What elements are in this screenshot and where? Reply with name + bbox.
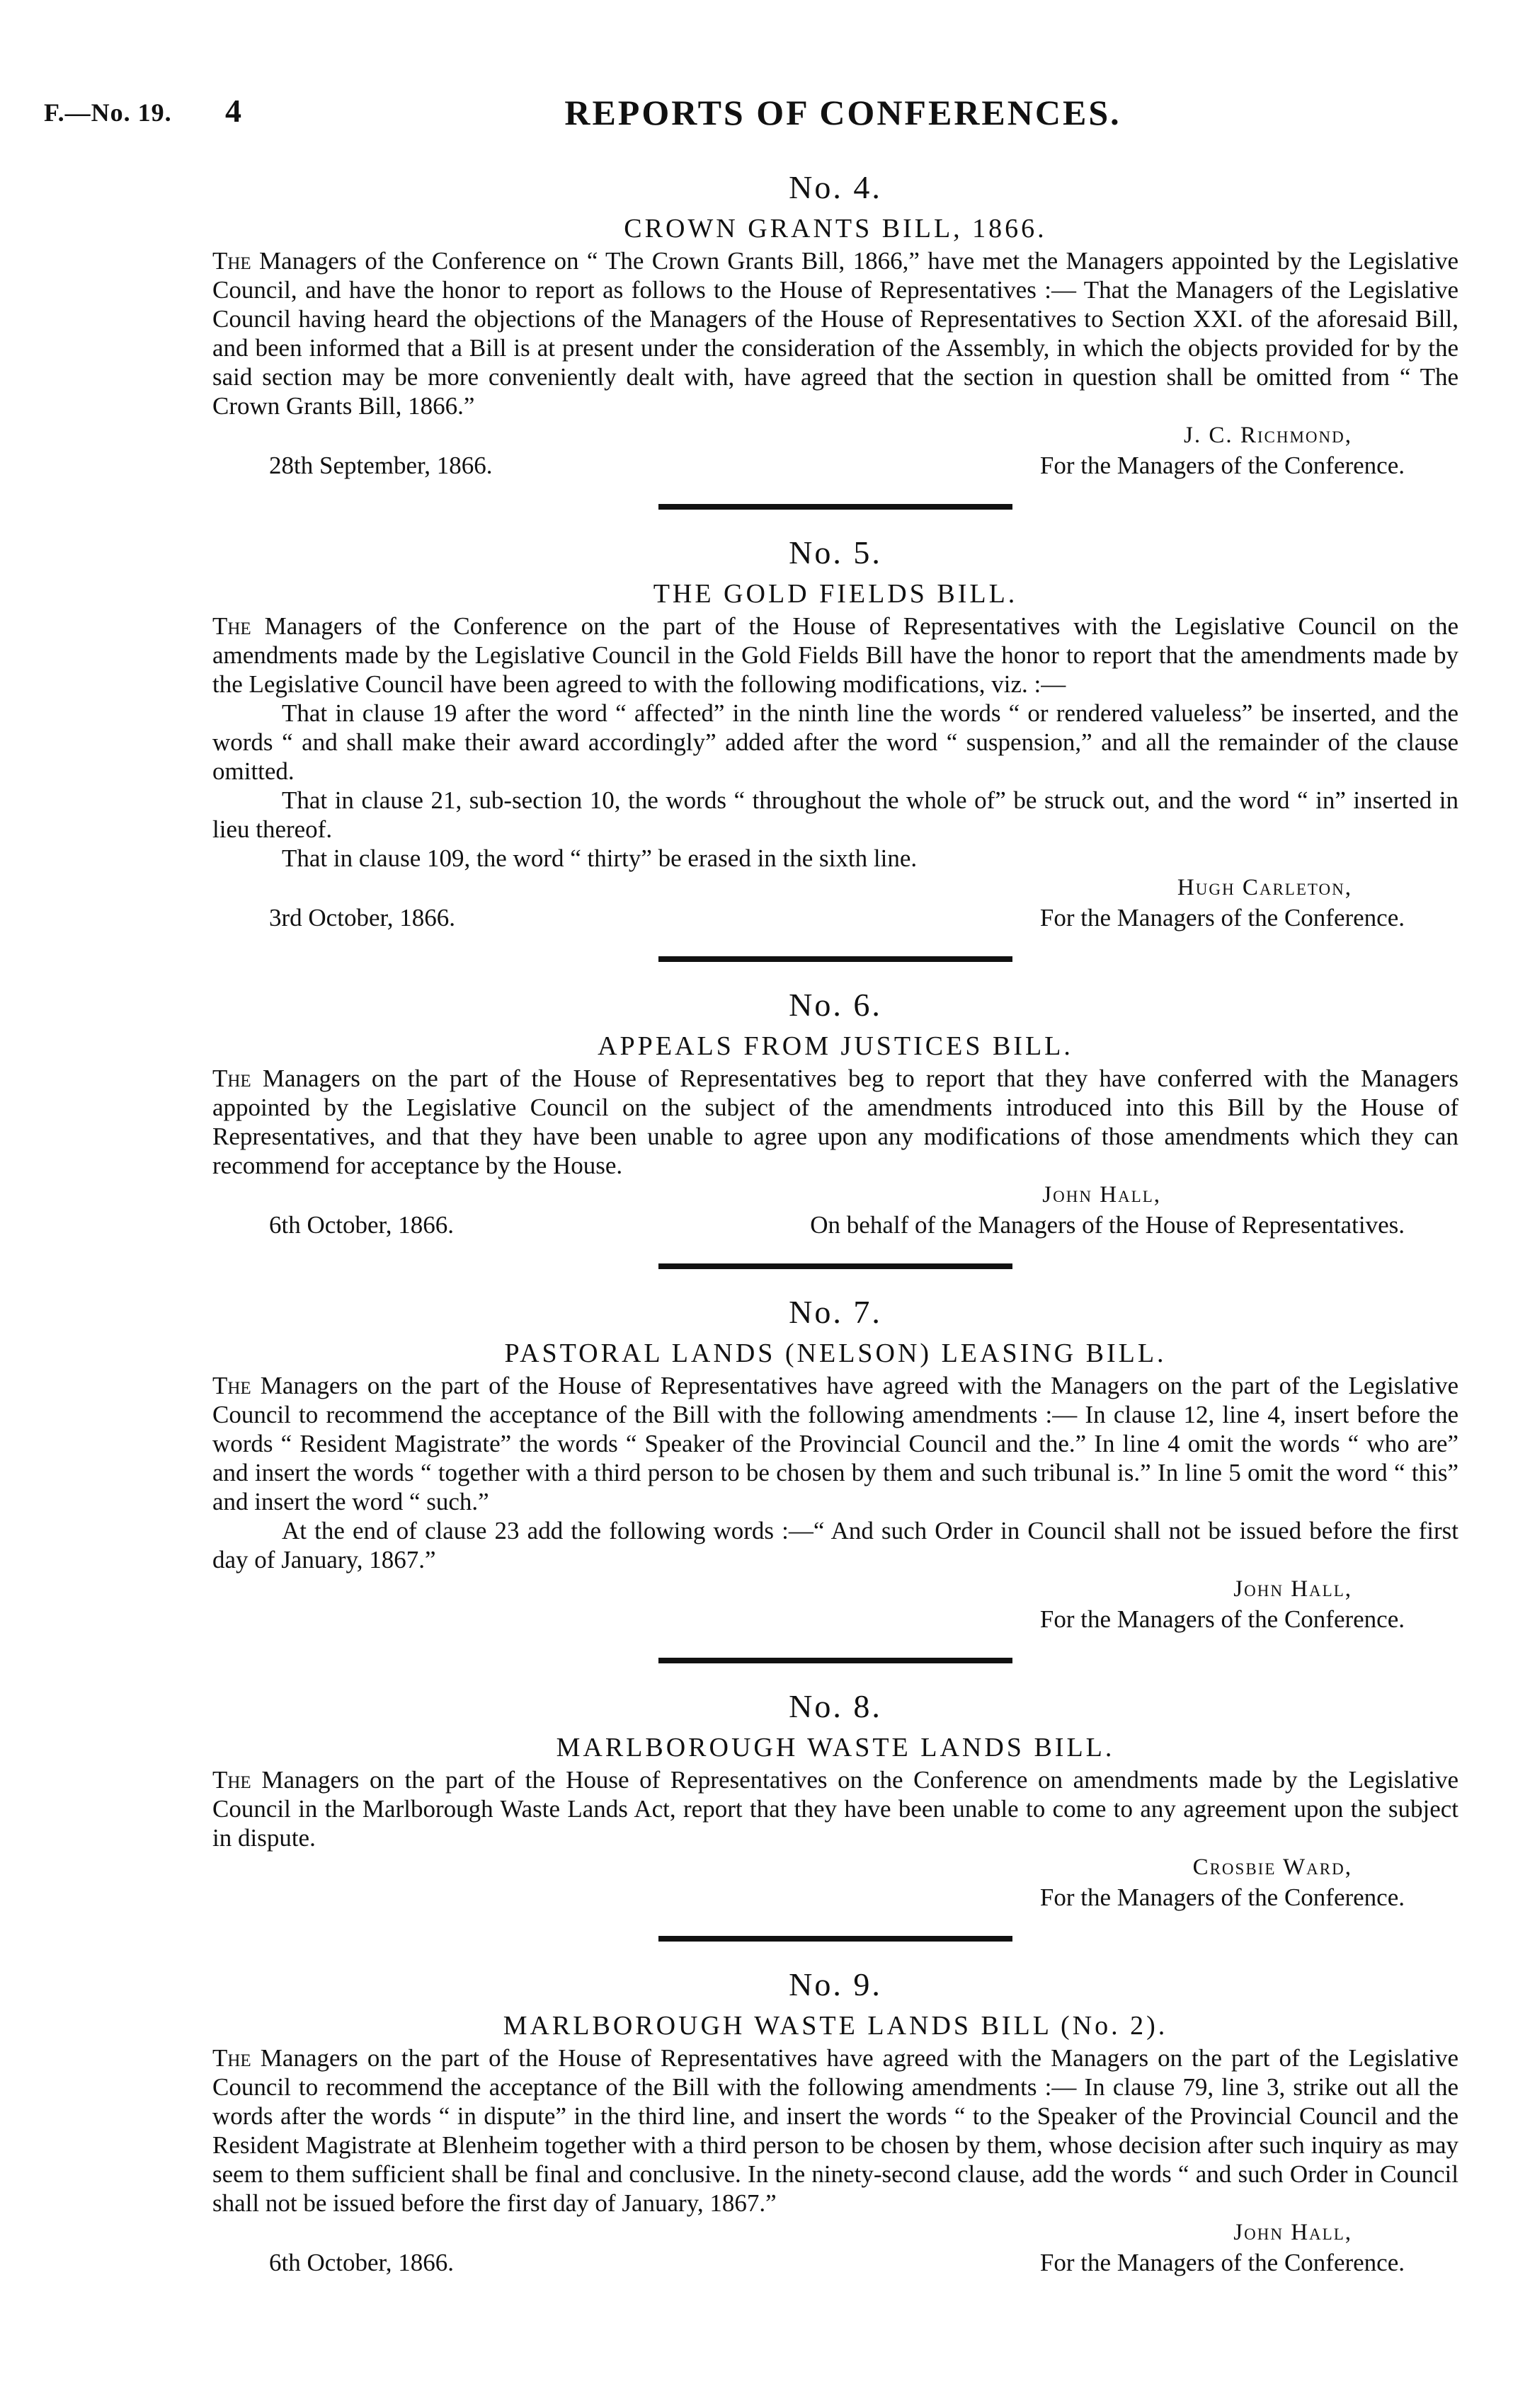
section-divider <box>658 956 1012 962</box>
lead-word: The <box>212 1065 251 1092</box>
document-body <box>212 156 1458 2280</box>
report-section-4 <box>212 164 1458 483</box>
report-paragraph <box>212 1064 1458 1180</box>
paragraph-text: Managers of the Conference on “ The Crown Grants Bill, 1866,” have met the Managers appointed by the Legislative Council, and have the honor to report as follows to the House of Representatives :— That the Managers of the Legislative Council having heard the objections of the Managers of the House of Representatives to Section XXI. of the aforesaid Bill, and been informed that a Bill is at present under the consideration of the Assembly, in which the objects provided for by the said section may be more conveniently dealt with, have agreed that the section in question shall be omitted from “ The Crown Grants Bill, 1866.” <box>212 247 1458 420</box>
lead-word: The <box>212 2044 251 2072</box>
section-number: No. 4. <box>789 169 882 205</box>
signatory-role: For the Managers of the Conference. <box>1039 452 1405 479</box>
report-paragraph: That in clause 19 after the word “ affected” in the ninth line the words “ or rendered valueless” be inserted, and the words “ and shall make their award accordingly” added after the word “ suspension,” and all the remainder of the clause omitted. <box>212 699 1458 785</box>
paragraph-text: Managers on the part of the House of Representatives have agreed with the Managers on the part of the Legislative Council to recommend the acceptance of the Bill with the following amendments :— In clause 12, line 4, insert before the words “ Resident Magistrate” the words “ Speaker of the Provincial Council and the.” In line 4 omit the words “ who are” and insert the words “ together with a third person to be chosen by them and such tribunal is.” In line 5 omit the word “ this” and insert the word “ such.” <box>212 1372 1458 1515</box>
bill-title: PASTORAL LANDS (NELSON) LEASING BILL. <box>504 1338 1167 1368</box>
signatory-name: John Hall, <box>1233 1576 1352 1602</box>
report-section-9 <box>212 1961 1458 2280</box>
report-section-5 <box>212 529 1458 935</box>
page-reference: F.—No. 19. <box>44 98 172 127</box>
report-paragraph <box>212 2043 1458 2218</box>
signature-row <box>212 1210 1458 1242</box>
section-number: No. 6. <box>789 987 882 1023</box>
signatory-name: John Hall, <box>1233 2220 1352 2245</box>
section-number: No. 8. <box>789 1688 882 1724</box>
bill-title: MARLBOROUGH WASTE LANDS BILL (No. 2). <box>503 2011 1168 2041</box>
signatory-name: Hugh Carleton, <box>1177 875 1352 900</box>
report-paragraph: At the end of clause 23 add the following words :—“ And such Order in Council shall not be issued before the first day of January, 1867.” <box>212 1517 1458 1573</box>
lead-word: The <box>212 612 251 640</box>
paragraph-text: Managers of the Conference on the part of the House of Representatives with the Legislative Council on the amendments made by the Legislative Council in the Gold Fields Bill have the honor to report that the amendments made by the Legislative Council have been agreed to with the following modifications, viz. :— <box>212 612 1458 698</box>
lead-word: The <box>212 1372 251 1399</box>
report-paragraph <box>212 612 1458 699</box>
signatory-name: Crosbie Ward, <box>1192 1854 1352 1880</box>
report-date: 28th September, 1866. <box>269 452 493 479</box>
report-date: 3rd October, 1866. <box>269 904 455 931</box>
signatory-name: John Hall, <box>1042 1182 1161 1208</box>
signature-row <box>212 902 1458 935</box>
signatory-role: On behalf of the Managers of the House of Representatives. <box>810 1211 1405 1239</box>
signature-row <box>212 1604 1458 1636</box>
report-section-8 <box>212 1683 1458 1915</box>
paragraph-text: Managers on the part of the House of Representatives beg to report that they have conferred with the Managers appointed by the Legislative Council on the subject of the amendments introduced into this Bill by the House of Representatives, and that they have been unable to agree upon any modifications of those amendments which they can recommend for acceptance by the House. <box>212 1065 1459 1179</box>
report-paragraph <box>212 1765 1458 1852</box>
report-paragraph: That in clause 21, sub-section 10, the words “ throughout the whole of” be struck out, and the word “ in” inserted in lieu thereof. <box>212 786 1458 843</box>
lead-word: The <box>212 247 251 275</box>
signatory-role: For the Managers of the Conference. <box>1039 904 1405 931</box>
running-title: REPORTS OF CONFERENCES. <box>564 93 1121 132</box>
page-number: 4 <box>225 93 241 129</box>
bill-title: CROWN GRANTS BILL, 1866. <box>624 214 1047 243</box>
lead-word: The <box>212 1766 251 1794</box>
report-paragraph <box>212 246 1458 420</box>
section-divider <box>658 1263 1012 1269</box>
section-divider <box>658 1658 1012 1663</box>
paragraph-text: Managers on the part of the House of Representatives on the Conference on amendments made by the Legislative Council in the Marlborough Waste Lands Act, report that they have been unable to come to any agreement upon the subject in dispute. <box>212 1766 1459 1852</box>
signature-row <box>212 2247 1458 2280</box>
report-paragraph <box>212 1371 1458 1516</box>
signatory-role: For the Managers of the Conference. <box>1039 2249 1405 2276</box>
signatory-role: For the Managers of the Conference. <box>1039 1884 1405 1911</box>
section-number: No. 9. <box>789 1966 882 2002</box>
report-date: 6th October, 1866. <box>269 2249 455 2276</box>
report-paragraph: That in clause 109, the word “ thirty” be erased in the sixth line. <box>282 844 918 872</box>
report-section-6 <box>212 982 1458 1242</box>
page-header <box>0 92 1530 134</box>
bill-title: MARLBOROUGH WASTE LANDS BILL. <box>556 1733 1115 1762</box>
report-section-7 <box>212 1289 1458 1636</box>
paragraph-text: Managers on the part of the House of Representatives have agreed with the Managers on the part of the Legislative Council to recommend the acceptance of the Bill with the following amendments :— In clause 79, line 3, strike out all the words after the words “ in dispute” in the third line, and insert the words “ to the Speaker of the Provincial Council and the Resident Magistrate at Blenheim together with a third person to be chosen by them, whose decision after such inquiry as may seem to them sufficient shall be final and conclusive. In the ninety-second clause, add the words “ and such Order in Council shall not be issued before the first day of January, 1867.” <box>212 2044 1458 2217</box>
bill-title: THE GOLD FIELDS BILL. <box>653 579 1018 609</box>
signatory-role: For the Managers of the Conference. <box>1039 1605 1405 1633</box>
section-number: No. 5. <box>789 534 882 571</box>
section-number: No. 7. <box>789 1294 882 1330</box>
bill-title: APPEALS FROM JUSTICES BILL. <box>598 1031 1073 1061</box>
section-divider <box>658 1936 1012 1942</box>
section-divider <box>658 504 1012 510</box>
signature-row <box>212 1882 1458 1915</box>
signatory-name: J. C. Richmond, <box>1183 423 1352 448</box>
signature-row <box>212 450 1458 483</box>
report-date: 6th October, 1866. <box>269 1211 455 1239</box>
